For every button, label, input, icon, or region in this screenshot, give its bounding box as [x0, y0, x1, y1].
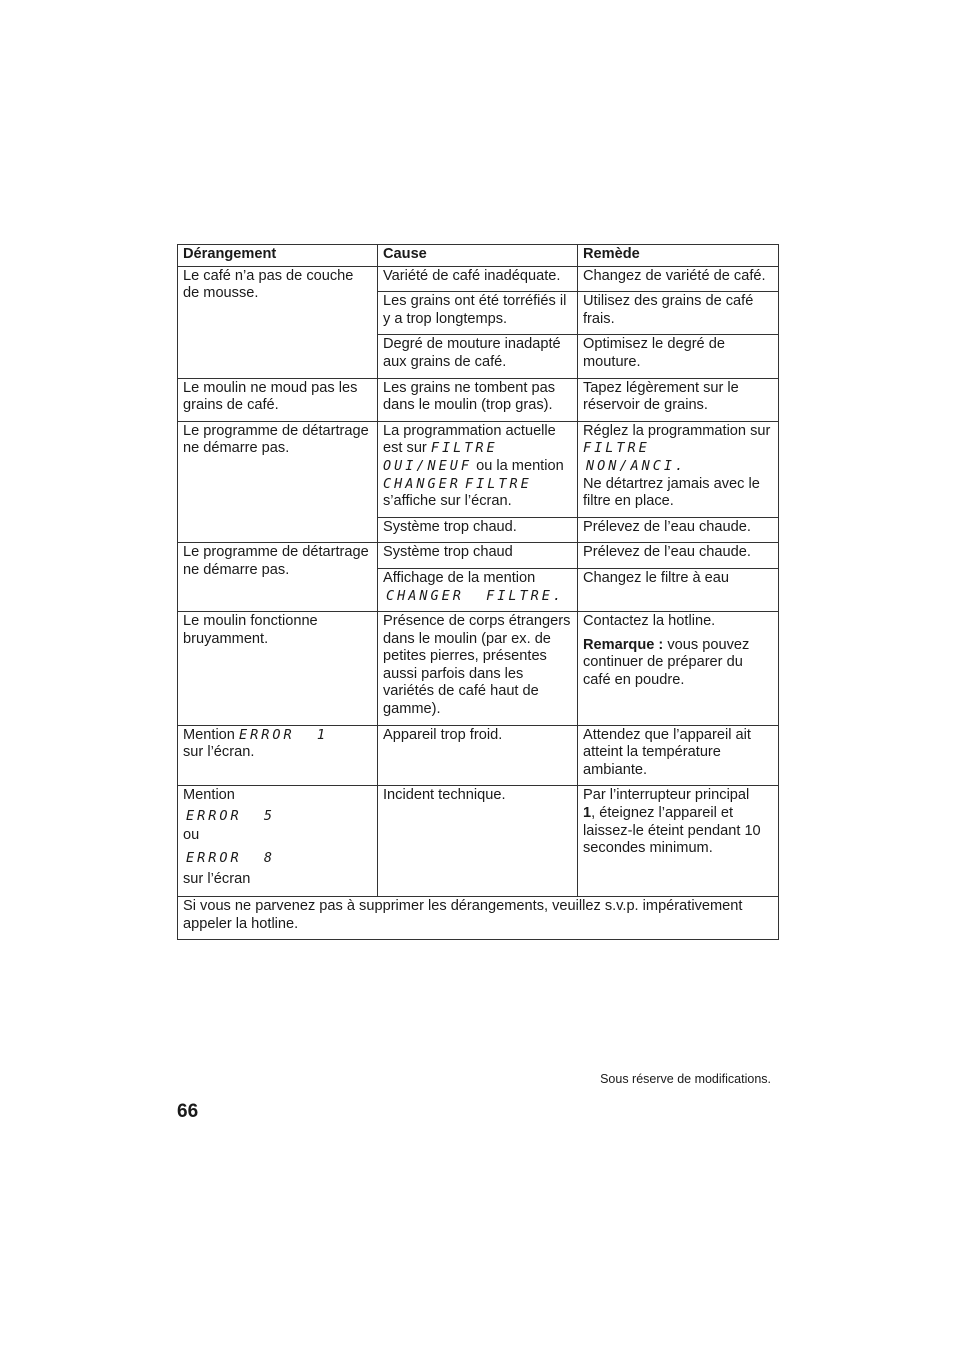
switch-number: 1 [583, 805, 592, 822]
lcd-display-text: CHANGER FILTRE [386, 587, 553, 604]
problem-cell [178, 786, 378, 897]
remedy-cell: Prélevez de l’eau chaude. [578, 543, 779, 569]
cause-cell: Système trop chaud. [378, 517, 578, 543]
lcd-display-text: ERROR 1 [238, 726, 329, 743]
header-remede: Remède [578, 245, 779, 267]
header-derangement: Dérangement [178, 245, 378, 267]
cause-cell: Les grains ne tombent pas dans le moulin (trop gras). [378, 378, 578, 421]
table-footer-row [178, 897, 779, 940]
or-text: ou [183, 827, 200, 844]
footnote: Sous réserve de modifications. [600, 1072, 771, 1086]
remedy-text: Ne détartrez jamais avec le filtre en place. [583, 475, 760, 510]
problem-cell: Le moulin fonctionne bruyamment. [178, 612, 378, 726]
problem-text: sur l’écran. [183, 744, 255, 761]
lcd-display-text: FILTRE [583, 440, 650, 457]
table-row [178, 725, 779, 786]
lcd-display-text [386, 588, 572, 606]
problem-cell: Le programme de détartrage ne démarre pas. [178, 543, 378, 612]
problem-cell: Le moulin ne moud pas les grains de café. [178, 378, 378, 421]
cause-cell: Variété de café inadéquate. [378, 266, 578, 292]
cause-text: s’affiche sur l’écran. [383, 493, 512, 510]
lcd-period: . [552, 587, 565, 604]
cause-cell: Les grains ont été torréfiés il y a trop longtemps. [378, 292, 578, 335]
cause-text: Affichage de la mention [383, 569, 536, 586]
cause-cell: Système trop chaud [378, 543, 578, 569]
lcd-display-text: ERROR 5 [186, 808, 276, 825]
troubleshooting-table [177, 244, 779, 940]
table-row [178, 421, 779, 517]
page-number: 66 [177, 1101, 199, 1122]
problem-text: Mention [183, 787, 235, 804]
remedy-cell [578, 786, 779, 897]
hotline-note: Si vous ne parvenez pas à supprimer les dérangements, veuillez s.v.p. impérativement appeler la hotline. [178, 897, 779, 940]
remedy-cell [578, 421, 779, 517]
cause-cell: Appareil trop froid. [378, 725, 578, 786]
lcd-display-text: OUI/NEUF [383, 457, 473, 474]
note-label: Remarque : [583, 636, 664, 653]
problem-cell: Le café n’a pas de couche de mousse. [178, 266, 378, 378]
cause-text: La programmation actuelle est sur [383, 422, 556, 457]
problem-cell: Le programme de détartrage ne démarre pas. [178, 421, 378, 543]
table-header-row [178, 245, 779, 267]
remedy-text: Contactez la hotline. [583, 613, 716, 630]
cause-cell: Degré de mouture inadapté aux grains de café. [378, 335, 578, 378]
table-row [178, 543, 779, 569]
remedy-cell: Prélevez de l’eau chaude. [578, 517, 779, 543]
lcd-display-text: CHANGER [383, 475, 461, 492]
cause-cell [378, 421, 578, 517]
remedy-cell: Optimisez le degré de mouture. [578, 335, 779, 378]
lcd-display-text: FILTRE [430, 440, 498, 457]
problem-cell [178, 725, 378, 786]
cause-text: ou la mention [476, 457, 564, 474]
remedy-cell [578, 612, 779, 726]
cause-cell: Incident technique. [378, 786, 578, 897]
remedy-cell: Utilisez des grains de café frais. [578, 292, 779, 335]
remedy-cell: Changez de variété de café. [578, 266, 779, 292]
table-row [178, 786, 779, 897]
problem-text: Mention [183, 726, 235, 743]
remedy-text: Par l’interrupteur principal [583, 787, 750, 804]
remedy-cell: Tapez légèrement sur le réservoir de grains. [578, 378, 779, 421]
cause-cell [378, 568, 578, 611]
lcd-display-text: NON/ANCI. [586, 457, 687, 474]
remedy-text: Réglez la programmation sur [583, 422, 771, 439]
remedy-cell: Changez le filtre à eau [578, 568, 779, 611]
header-cause: Cause [378, 245, 578, 267]
note-text: vous pouvez continuer de préparer du café en poudre. [583, 636, 750, 688]
remedy-cell: Attendez que l’appareil ait atteint la température ambiante. [578, 725, 779, 786]
cause-cell: Présence de corps étrangers dans le moulin (par ex. de petites pierres, présentes aussi parfois dans les variétés de café haut de gamme). [378, 612, 578, 726]
table-row [178, 612, 779, 726]
remedy-text: , éteignez l’appareil et laissez-le éteint pendant 10 secondes minimum. [583, 805, 761, 857]
table-row [178, 378, 779, 421]
lcd-display-text: ERROR 8 [186, 849, 276, 866]
table-row [178, 266, 779, 292]
lcd-display-text: FILTRE [464, 475, 532, 492]
problem-text: sur l’écran [183, 870, 251, 887]
